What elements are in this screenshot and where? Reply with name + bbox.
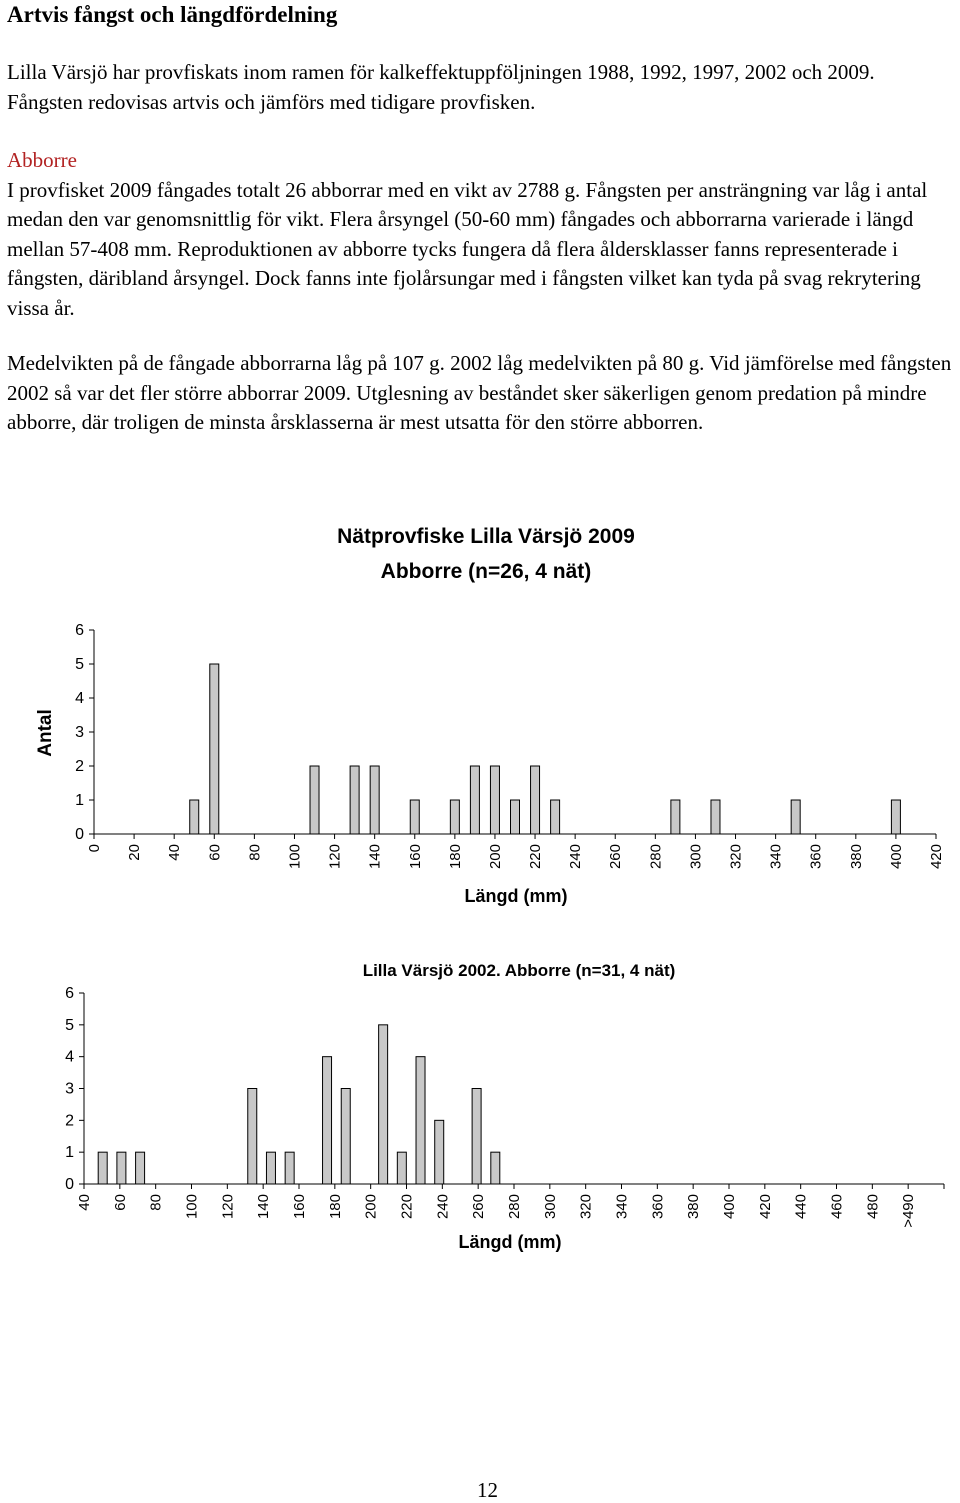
c2-x-tick-label: 280	[506, 1194, 523, 1220]
chart2-y-ticks	[65, 985, 84, 1193]
c1-bar	[450, 800, 459, 834]
c1-bar	[410, 800, 419, 834]
c2-x-tick-label: 120	[219, 1194, 237, 1220]
chart2-x-axis-label: Längd (mm)	[458, 1232, 562, 1252]
chart1-x-axis-label: Längd (mm)	[464, 886, 568, 906]
c1-y-tick-label: 3	[75, 724, 84, 741]
c2-bar	[285, 1152, 294, 1184]
c1-x-tick-label: 220	[527, 844, 545, 870]
c2-x-tick-label: 200	[362, 1194, 380, 1220]
section-heading: Artvis fångst och längdfördelning	[7, 2, 338, 27]
c2-x-tick-label: 340	[613, 1194, 631, 1220]
chart1-x-ticks	[86, 834, 945, 869]
c2-bar	[341, 1089, 350, 1185]
c1-x-tick-label: 260	[607, 844, 625, 870]
chart1-title-line2: Abborre (n=26, 4 nät)	[380, 560, 592, 583]
c2-bar	[323, 1057, 332, 1184]
c2-x-tick-label: 240	[434, 1194, 452, 1220]
c1-x-tick-label: 360	[807, 844, 825, 870]
c1-bar	[511, 800, 520, 834]
c1-x-tick-label: 240	[567, 844, 585, 870]
c2-bar	[117, 1152, 126, 1184]
chart2-axes	[84, 993, 944, 1184]
c1-x-tick-label: 20	[126, 844, 144, 861]
c2-x-tick-label: 40	[76, 1194, 93, 1211]
c1-x-tick-label: 60	[206, 844, 224, 861]
chart1-bars	[190, 664, 901, 834]
c1-x-tick-label: 140	[366, 844, 384, 870]
c1-x-tick-label: 80	[246, 844, 264, 861]
c1-bar	[210, 664, 219, 834]
perch-text: I provfisket 2009 fångades totalt 26 abborrar med en vikt av 2788 g. Fångsten per ansträngning var låg i antal medan den var genomsnittlig för vikt. Flera årsyngel (50-60 mm) fångades och abborrarna varierade i längd mellan 57-408 mm. Reproduktionen av abborre tycks fungera då flera åldersklasser fanns representerade i fångsten, däribland årsyngel. Dock fanns inte fjolårsungar med i fångsten vilket kan tyda på svag rekrytering vissa år.	[7, 177, 928, 320]
c1-y-tick-label: 0	[75, 826, 84, 843]
c1-bar	[350, 766, 359, 834]
c2-x-tick-label: 480	[864, 1194, 882, 1220]
c2-bar	[435, 1120, 444, 1184]
c1-x-tick-label: 400	[887, 844, 905, 870]
c1-bar	[891, 800, 900, 834]
c2-bar	[379, 1025, 388, 1184]
c1-y-tick-label: 5	[75, 656, 84, 673]
c2-x-tick-label: 60	[111, 1194, 129, 1211]
c1-x-tick-label: 300	[687, 844, 705, 870]
c1-bar	[490, 766, 499, 834]
c1-bar	[190, 800, 199, 834]
c1-bar	[531, 766, 540, 834]
c2-x-tick-label: 420	[756, 1194, 774, 1220]
chart1-title-line1: Nätprovfiske Lilla Värsjö 2009	[337, 525, 635, 548]
c2-x-tick-label: 260	[470, 1194, 488, 1220]
weight-paragraph: Medelvikten på de fångade abborrarna låg på 107 g. 2002 låg medelvikten på 80 g. Vid jämförelse med fångsten 2002 så var det fler större abborrar 2009. Utglesning av beståndet sker säkerligen genom predation på mindre abborre, där troligen de minsta årsklasserna är mest utsatta för den större abborren.	[7, 351, 952, 434]
c1-bar	[791, 800, 800, 834]
c2-bar	[491, 1152, 500, 1184]
c2-y-tick-label: 4	[65, 1048, 74, 1066]
chart1-y-axis-label: Antal	[35, 709, 56, 757]
c2-y-tick-label: 3	[65, 1080, 74, 1098]
c2-x-tick-label: 180	[326, 1194, 344, 1220]
c2-x-tick-label: 460	[828, 1194, 846, 1220]
c2-x-tick-label: 360	[649, 1194, 667, 1220]
page-number: 12	[477, 1478, 498, 1502]
c1-x-tick-label: 120	[326, 844, 344, 870]
chart2-bars	[98, 1025, 500, 1184]
c1-x-tick-label: 380	[847, 844, 865, 870]
c1-bar	[671, 800, 680, 834]
c1-x-tick-label: 280	[647, 844, 665, 870]
c1-x-tick-label: 200	[486, 844, 504, 870]
c2-y-tick-label: 1	[65, 1144, 74, 1162]
c2-x-tick-label: 400	[721, 1194, 738, 1220]
c1-x-tick-label: 40	[166, 844, 184, 861]
c2-bar	[98, 1152, 107, 1184]
c1-y-tick-label: 2	[75, 758, 84, 775]
c1-y-tick-label: 6	[75, 622, 84, 639]
chart2-x-ticks	[76, 1184, 944, 1228]
c1-bar	[310, 766, 319, 834]
c2-x-tick-label: >490	[900, 1194, 918, 1228]
c2-bar	[416, 1057, 425, 1184]
c2-y-tick-label: 6	[65, 985, 74, 1002]
c2-x-tick-label: 160	[291, 1194, 308, 1220]
c2-y-tick-label: 2	[65, 1112, 74, 1130]
c1-bar	[551, 800, 560, 834]
c1-y-tick-label: 4	[75, 690, 84, 707]
c2-x-tick-label: 140	[255, 1194, 273, 1220]
c2-bar	[397, 1152, 406, 1184]
c1-bar	[470, 766, 479, 834]
c1-x-tick-label: 100	[286, 844, 304, 870]
c1-bar	[711, 800, 720, 834]
c2-bar	[248, 1089, 257, 1185]
c2-bar	[266, 1152, 275, 1184]
species-heading: Abborre	[7, 148, 77, 172]
chart-2002	[65, 961, 944, 1252]
c2-x-tick-label: 220	[398, 1194, 416, 1220]
c2-x-tick-label: 320	[577, 1194, 595, 1220]
chart1-y-ticks	[75, 622, 94, 843]
chart-2009	[35, 525, 945, 906]
c1-x-tick-label: 0	[86, 844, 103, 853]
c2-y-tick-label: 0	[65, 1176, 74, 1193]
c2-y-tick-label: 5	[65, 1016, 74, 1034]
c2-x-tick-label: 380	[685, 1194, 703, 1220]
c1-x-tick-label: 340	[767, 844, 785, 870]
c2-bar	[136, 1152, 145, 1184]
c2-x-tick-label: 100	[183, 1194, 201, 1220]
c1-x-tick-label: 180	[446, 844, 464, 870]
c2-x-tick-label: 300	[541, 1194, 559, 1220]
chart2-title: Lilla Värsjö 2002. Abborre (n=31, 4 nät)	[362, 961, 676, 980]
c1-x-tick-label: 420	[928, 844, 945, 870]
c1-x-tick-label: 320	[727, 844, 745, 870]
c2-x-tick-label: 440	[792, 1194, 810, 1220]
intro-paragraph: Lilla Värsjö har provfiskats inom ramen för kalkeffektuppföljningen 1988, 1992, 1997, 2002 och 2009. Fångsten redovisas artvis och jämförs med tidigare provfisken.	[7, 60, 875, 114]
c1-y-tick-label: 1	[75, 792, 84, 809]
c2-bar	[472, 1089, 481, 1185]
c1-bar	[370, 766, 379, 834]
c1-x-tick-label: 160	[406, 844, 424, 870]
c2-x-tick-label: 80	[147, 1194, 165, 1211]
